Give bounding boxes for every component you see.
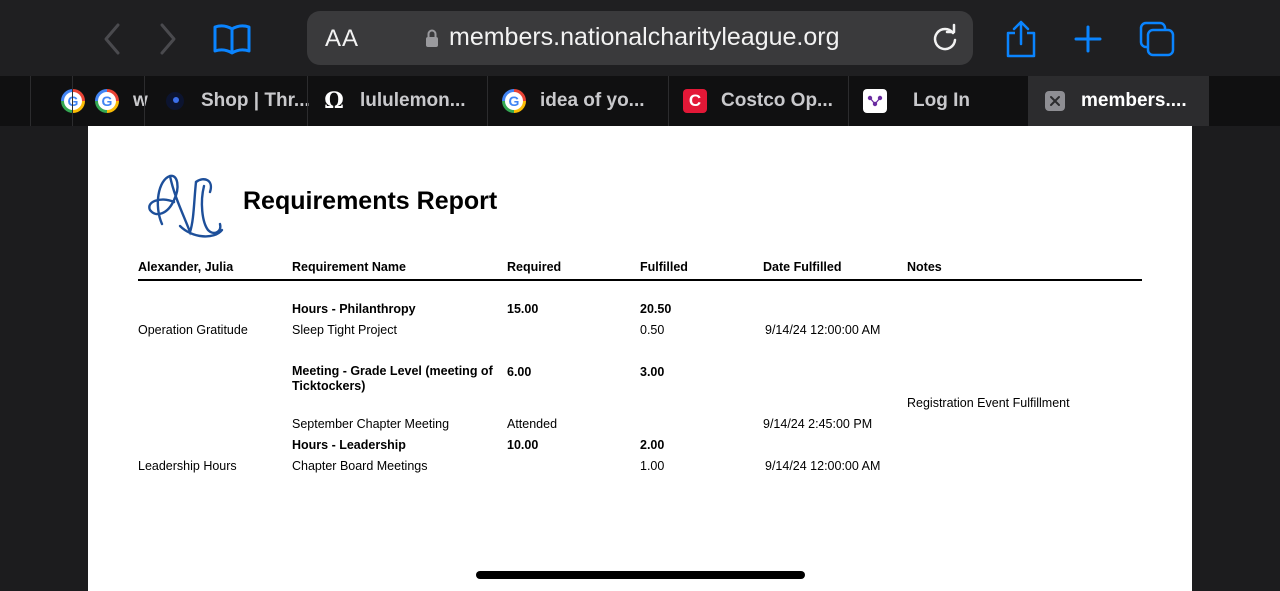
report-page [88, 126, 1192, 591]
tab-members-active[interactable] [1028, 76, 1209, 126]
requirement-name: Sleep Tight Project [292, 323, 397, 337]
tab-overview-button[interactable] [1136, 19, 1178, 59]
report-title: Requirements Report [243, 187, 498, 215]
reload-icon [929, 23, 961, 55]
required-header: Required [507, 260, 562, 274]
new-tab-button[interactable] [1068, 20, 1108, 58]
required-value: 15.00 [507, 302, 539, 316]
address-bar[interactable] [307, 11, 973, 65]
bookmarks-button[interactable] [210, 20, 254, 58]
tab-google-search[interactable] [487, 76, 668, 126]
tab-lululemon[interactable] [307, 76, 487, 126]
date-fulfilled: 9/14/24 12:00:00 AM [765, 323, 881, 337]
url-display[interactable] [425, 23, 865, 52]
app-icon [863, 89, 887, 113]
lock-icon [425, 28, 439, 48]
event-name: Operation Gratitude [138, 323, 248, 337]
reload-button[interactable] [929, 23, 961, 55]
lululemon-icon: Ω [324, 88, 344, 114]
fulfilled-value: 3.00 [640, 365, 665, 379]
required-value: 10.00 [507, 438, 539, 452]
tab-label: members.... [1081, 90, 1187, 111]
tab-label: w [133, 90, 148, 111]
fulfilled-header: Fulfilled [640, 260, 688, 274]
forward-button[interactable] [152, 20, 184, 58]
notes-header: Notes [907, 260, 942, 274]
back-button[interactable] [96, 20, 128, 58]
tab-label: Log In [913, 90, 970, 111]
close-icon[interactable] [1045, 91, 1065, 111]
date-fulfilled: 9/14/24 2:45:00 PM [763, 417, 873, 431]
costco-icon: C [683, 89, 707, 113]
requirement-name-header: Requirement Name [292, 260, 406, 274]
requirement-name: Hours - Leadership [292, 438, 406, 452]
tab-label: Costco Op... [721, 90, 833, 111]
aa-label: AA [325, 25, 360, 52]
tabs-icon [1138, 20, 1176, 58]
browser-toolbar [0, 0, 1280, 76]
fulfilled-value: 0.50 [640, 323, 665, 337]
notes-value: Registration Event Fulfillment [907, 396, 1070, 410]
requirement-name: September Chapter Meeting [292, 417, 450, 431]
tab-bar [0, 76, 1280, 126]
google-icon [502, 89, 526, 113]
tab-google-partial[interactable] [30, 76, 72, 126]
tab-costco[interactable] [668, 76, 848, 126]
plus-icon [1073, 24, 1103, 54]
fulfilled-value: 20.50 [640, 302, 672, 316]
ncl-logo [144, 166, 224, 242]
chevron-left-icon [101, 22, 123, 56]
event-name: Leadership Hours [138, 459, 237, 473]
chevron-right-icon [157, 22, 179, 56]
thredup-icon [163, 89, 187, 113]
book-icon [212, 23, 252, 55]
member-name-header: Alexander, Julia [138, 260, 234, 274]
requirement-name: Meeting - Grade Level (meeting of Ticktockers) [292, 364, 493, 393]
reader-settings-button[interactable] [325, 25, 359, 53]
tab-label: lululemon... [360, 90, 466, 111]
share-button[interactable] [1002, 18, 1040, 60]
home-indicator[interactable] [476, 571, 805, 579]
date-fulfilled-header: Date Fulfilled [763, 260, 842, 274]
requirement-name: Chapter Board Meetings [292, 459, 428, 473]
header-divider [138, 279, 1142, 281]
tab-label: idea of yo... [540, 90, 645, 111]
share-icon [1004, 19, 1038, 59]
required-value: 6.00 [507, 365, 532, 379]
google-icon [95, 89, 119, 113]
requirement-name: Hours - Philanthropy [292, 302, 416, 316]
tab-thredup[interactable] [144, 76, 310, 126]
url-text: members.nationalcharityleague.org [449, 23, 840, 51]
required-value: Attended [507, 417, 558, 431]
fulfilled-value: 1.00 [640, 459, 665, 473]
tab-login[interactable] [848, 76, 1028, 126]
tab-label: Shop | Thr... [201, 90, 310, 111]
tab-google[interactable] [72, 76, 148, 126]
date-fulfilled: 9/14/24 12:00:00 AM [765, 459, 881, 473]
fulfilled-value: 2.00 [640, 438, 665, 452]
